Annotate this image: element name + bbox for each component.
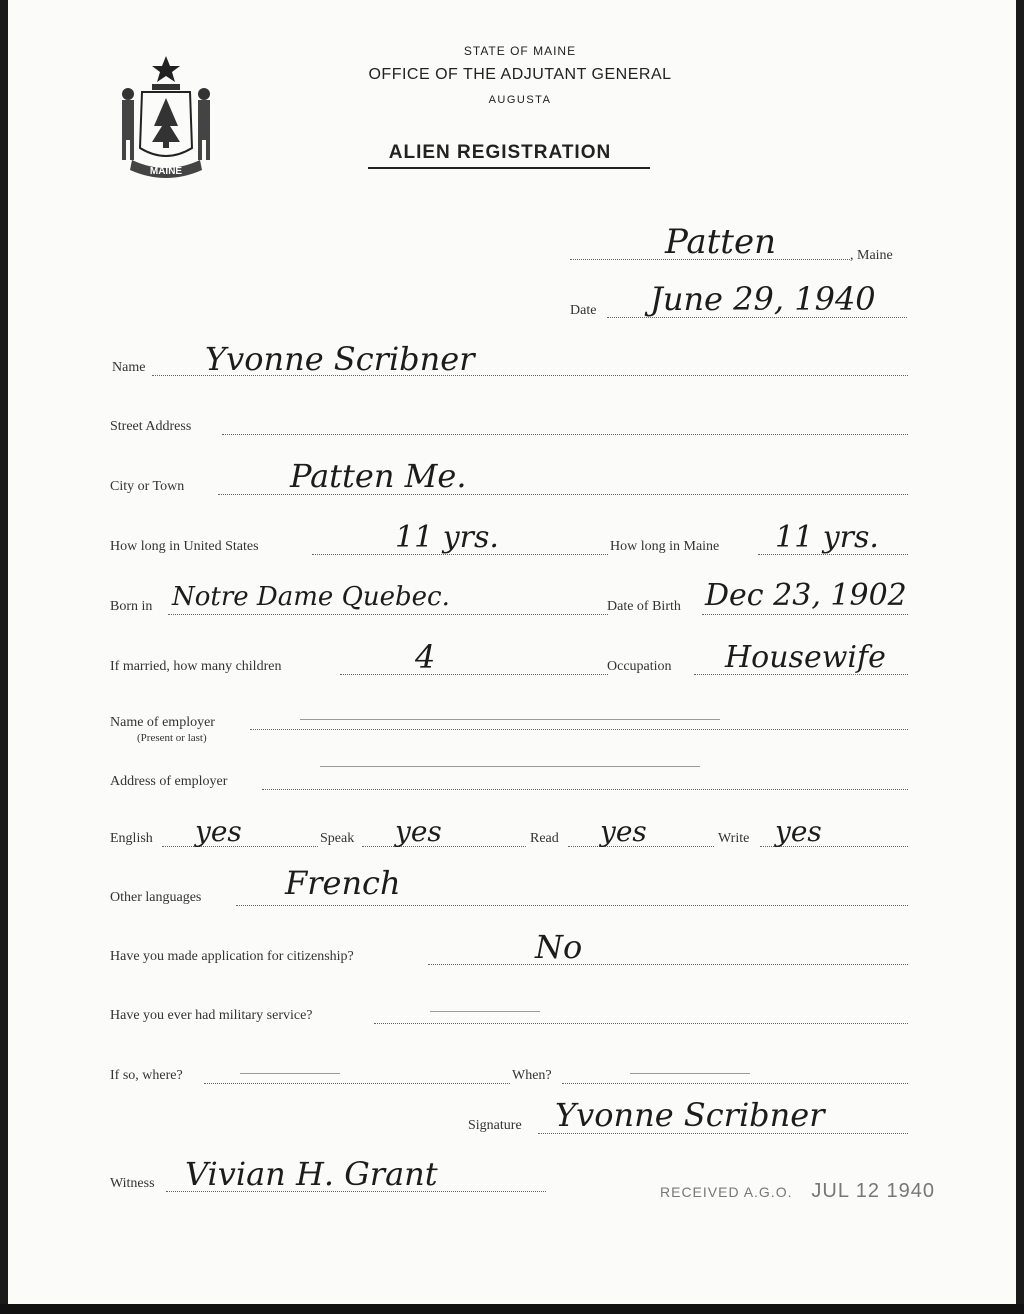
city-label: City or Town (110, 479, 185, 494)
military-dash (430, 1011, 540, 1012)
write-label: Write (718, 831, 750, 846)
employer-address-label: Address of employer (110, 774, 228, 789)
received-stamp (660, 1180, 935, 1203)
svg-text:MAINE: MAINE (149, 166, 183, 177)
occupation-label: Occupation (607, 659, 672, 674)
when-line (562, 1083, 908, 1084)
signature-value[interactable]: Yvonne Scribner (555, 1096, 825, 1134)
when-dash (630, 1073, 750, 1074)
children-line (340, 674, 608, 675)
read-value[interactable]: yes (600, 815, 647, 848)
where-label: If so, where? (110, 1068, 183, 1083)
signature-label: Signature (468, 1118, 522, 1133)
name-value[interactable]: Yvonne Scribner (205, 340, 475, 378)
english-label: English (110, 831, 153, 846)
witness-label: Witness (110, 1176, 155, 1191)
dob-label: Date of Birth (607, 599, 681, 614)
how-long-maine-value[interactable]: 11 yrs. (775, 520, 879, 555)
maine-seal-icon (112, 52, 220, 182)
dob-line (702, 614, 908, 615)
title-underline (368, 167, 650, 169)
stamp-received-text: RECEIVED A.G.O. (660, 1184, 793, 1200)
other-languages-line (236, 905, 908, 906)
citizenship-label: Have you made application for citizenship? (110, 949, 354, 964)
date-label: Date (570, 303, 597, 318)
witness-value[interactable]: Vivian H. Grant (185, 1155, 438, 1193)
other-languages-label: Other languages (110, 890, 202, 905)
state-heading: STATE OF MAINE (463, 44, 577, 58)
name-label: Name (112, 360, 146, 375)
speak-label: Speak (320, 831, 355, 846)
employer-line (250, 729, 908, 730)
city-heading: AUGUSTA (488, 94, 552, 106)
location-value[interactable]: Patten (665, 222, 776, 262)
born-line (168, 614, 608, 615)
street-label: Street Address (110, 419, 192, 434)
children-label: If married, how many children (110, 659, 282, 674)
children-value[interactable]: 4 (415, 638, 436, 676)
maine-suffix: , Maine (850, 248, 893, 263)
write-value[interactable]: yes (775, 815, 822, 848)
employer-dash (300, 719, 720, 720)
form-title: ALIEN REGISTRATION (388, 142, 612, 163)
born-value[interactable]: Notre Dame Quebec. (172, 582, 450, 612)
when-label: When? (512, 1068, 552, 1083)
employer-address-line (262, 789, 908, 790)
speak-value[interactable]: yes (395, 815, 442, 848)
born-label: Born in (110, 599, 153, 614)
how-long-us-value[interactable]: 11 yrs. (395, 520, 499, 555)
employer-label: Name of employer (110, 715, 215, 730)
read-label: Read (530, 831, 559, 846)
where-dash (240, 1073, 340, 1074)
military-line (374, 1023, 908, 1024)
city-value[interactable]: Patten Me. (290, 457, 467, 495)
where-line (204, 1083, 510, 1084)
citizenship-value[interactable]: No (535, 928, 583, 966)
scan-border (0, 1304, 1024, 1314)
english-value[interactable]: yes (195, 815, 242, 848)
occupation-value[interactable]: Housewife (725, 640, 886, 675)
speak-line (362, 846, 526, 847)
office-heading: OFFICE OF THE ADJUTANT GENERAL (368, 66, 672, 83)
date-value[interactable]: June 29, 1940 (650, 280, 876, 318)
how-long-us-label: How long in United States (110, 539, 259, 554)
dob-value[interactable]: Dec 23, 1902 (705, 578, 907, 613)
employer-address-dash (320, 766, 700, 767)
stamp-date: JUL 12 1940 (811, 1180, 936, 1202)
other-languages-value[interactable]: French (285, 864, 401, 902)
military-label: Have you ever had military service? (110, 1008, 313, 1023)
how-long-maine-label: How long in Maine (610, 539, 720, 554)
citizenship-line (428, 964, 908, 965)
street-line (222, 434, 908, 435)
employer-sublabel: (Present or last) (137, 732, 207, 744)
